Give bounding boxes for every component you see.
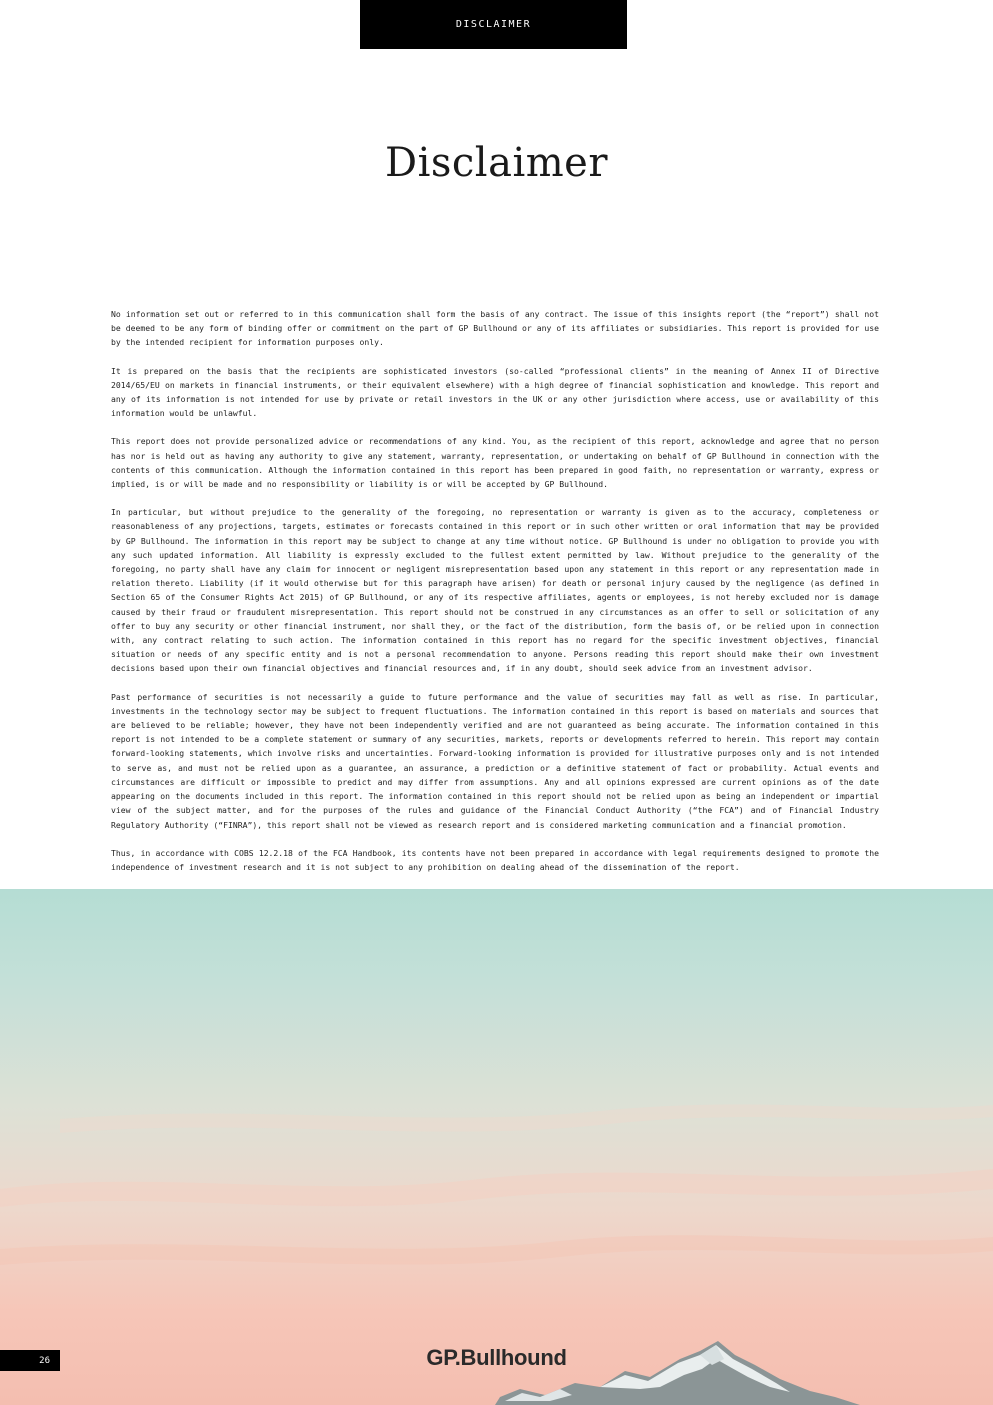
section-tab	[360, 0, 627, 49]
mountain-sky-image	[0, 889, 993, 1405]
paragraph-5: Past performance of securities is not necessarily a guide to future performance and the value of securities may fall as well as rise. In particular, investments in the technology sector may be subject to frequent fluctuations. The information contained in this report is based on materials and sources that are believed to be reliable; however, they have not been independently verified and are not guaranteed as being accurate. The information contained in this report is not intended to be a complete statement or summary of any securities, markets, reports or developments referred to herein. This report may contain forward-looking statements, which involve risks and uncertainties. Forward-looking information is provided for illustrative purposes only and is not intended to serve as, and must not be relied upon as a guarantee, an assurance, a prediction or a definitive statement of fact or probability. Actual events and circumstances are difficult or impossible to predict and may differ from assumptions. Any and all opinions expressed are current opinions as of the date appearing on the documents included in this report. The information contained in this report should not be relied upon as being an independent or impartial view of the subject matter, and for the purposes of the rules and guidance of the Financial Conduct Authority (“the FCA”) and of Financial Industry Regulatory Authority (“FINRA”), this report shall not be viewed as research report and is considered marketing communication and a financial promotion.	[111, 691, 879, 830]
section-tab-label: DISCLAIMER	[455, 19, 532, 30]
logo-text: GP.Bullhound	[426, 1345, 567, 1370]
paragraph-4: In particular, but without prejudice to the generality of the foregoing, no representation or warranty is given as to the accuracy, completeness or reasonableness of any projections, targets, estimates or forecasts contained in this report or in such other written or oral information that may be provided by GP Bullhound. The information in this report may be subject to change at any time without notice. GP Bullhound is under no obligation to provide you with any such updated information. All liability is expressly excluded to the fullest extent permitted by law. Without prejudice to the generality of the foregoing, no party shall have any claim for innocent or negligent misrepresentation based upon any statement in this report or any representation made in relation thereto. Liability (if it would otherwise but for this paragraph have arisen) for death or personal injury caused by the negligence (as defined in Section 65 of the Consumer Rights Act 2015) of GP Bullhound, or any of its respective affiliates, agents or employees, is not hereby excluded nor is damage caused by their fraud or fraudulent misrepresentation. This report should not be construed in any circumstances as an offer to sell or solicitation of any offer to buy any security or other financial instrument, nor shall they, or the fact of the distribution, form the basis of, or be relied upon in connection with, any contract relating to such action. The information contained in this report has no regard for the specific investment objectives, financial situation or needs of any specific entity and is not a personal recommendation to anyone. Persons reading this report should make their own investment decisions based upon their own financial objectives and financial resources and, if in any doubt, should seek advice from an investment advisor.	[111, 507, 879, 674]
paragraph-1: No information set out or referred to in this communication shall form the basis of any contract. The issue of this insights report (the “report”) shall not be deemed to be any form of binding offer or commitment on the part of GP Bullhound or any of its affiliates or subsidiaries. This report is provided for use by the intended recipient for information purposes only.	[111, 309, 879, 348]
page-number-badge	[0, 1350, 60, 1371]
paragraph-3: This report does not provide personalized advice or recommendations of any kind. You, as the recipient of this report, acknowledge and agree that no person has nor is held out as having any authority to give any statement, warranty, representation, or undertaking on behalf of GP Bullhound in connection with the contents of this communication. Although the information contained in this report has been prepared in good faith, no representation or warranty, express or implied, is or will be made and no responsibility or liability is or will be accepted by GP Bullhound.	[111, 436, 879, 490]
paragraph-2: It is prepared on the basis that the recipients are sophisticated investors (so-called “professional clients” in the meaning of Annex II of Directive 2014/65/EU on markets in financial instruments, or their equivalent elsewhere) with a high degree of financial sophistication and knowledge. This report and any of its information is not intended for use by private or retail investors in the UK or any other jurisdiction where access, use or availability of this information would be unlawful.	[111, 365, 879, 419]
disclaimer-body	[111, 307, 879, 888]
mountain-illustration	[0, 889, 993, 1405]
page-number: 26	[39, 1355, 50, 1366]
paragraph-6: Thus, in accordance with COBS 12.2.18 of the FCA Handbook, its contents have not been prepared in accordance with legal requirements designed to promote the independence of investment research and it is not subject to any prohibition on dealing ahead of the dissemination of the report.	[111, 847, 879, 872]
gp-bullhound-logo	[400, 1345, 593, 1371]
page-title: Disclaimer	[385, 140, 608, 186]
